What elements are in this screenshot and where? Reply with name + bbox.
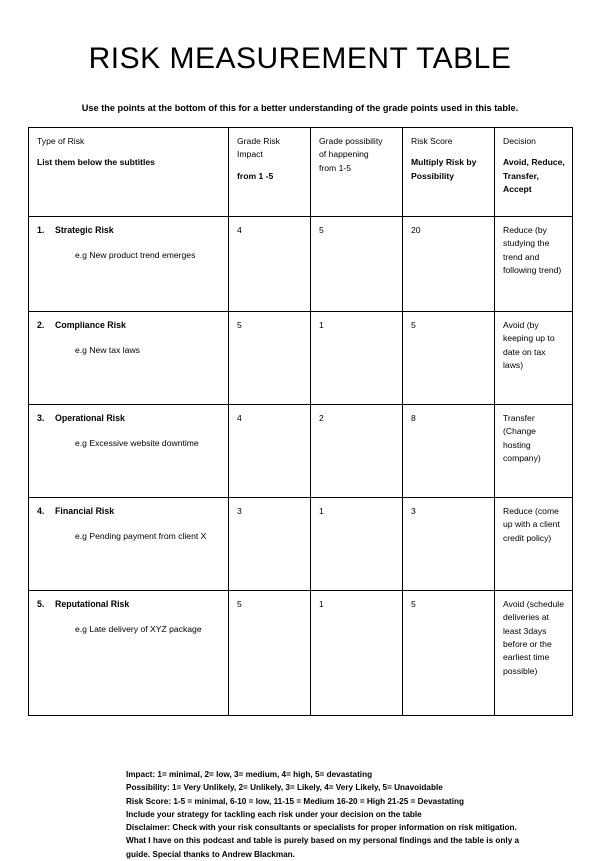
risk-label: Financial Risk: [55, 506, 115, 516]
row-decision: Reduce (by studying the trend and following trend): [495, 217, 573, 312]
table-body: [29, 217, 573, 716]
risk-example: e.g New tax laws: [75, 344, 140, 355]
row-score: 5: [403, 312, 495, 405]
risk-number: 4.: [37, 506, 45, 516]
risk-label: Reputational Risk: [55, 599, 130, 609]
row-possibility: 1: [311, 591, 403, 716]
header-decision-options-1: Avoid, Reduce,: [503, 157, 565, 168]
risk-example: e.g Late delivery of XYZ package: [75, 623, 202, 634]
row-risk-type: [29, 498, 229, 591]
header-possibility-range: from 1-5: [319, 162, 351, 173]
row-risk-type: [29, 217, 229, 312]
header-list-subtitles: List them below the subtitles: [37, 157, 155, 168]
table-row: [29, 217, 573, 312]
page-title: RISK MEASUREMENT TABLE: [88, 42, 512, 75]
table-row: [29, 405, 573, 498]
risk-name: [37, 224, 221, 238]
risk-measurement-table: [28, 127, 573, 716]
footnote-disclaimer-2: What I have on this podcast and table is purely based on my personal findings and the table is only a: [126, 836, 520, 846]
footnote-disclaimer: Disclaimer: Check with your risk consultants or specialists for proper information on risk mitigation.: [126, 823, 517, 833]
risk-label: Operational Risk: [55, 413, 125, 423]
header-grade-risk: Grade Risk: [237, 136, 280, 146]
header-impact-range: from 1 -5: [237, 170, 274, 181]
row-score: 3: [403, 498, 495, 591]
row-impact: 3: [229, 498, 311, 591]
header-cell-grade-possibility: [311, 128, 403, 217]
risk-name: [37, 598, 221, 612]
header-grade-possibility: Grade possibility: [319, 136, 383, 146]
footnote-risk-score: Risk Score: 1-5 = minimal, 6-10 = low, 11-15 = Medium 16-20 = High 21-25 = Devastating: [126, 796, 465, 806]
header-impact: Impact: [237, 149, 263, 160]
footnote-strategy: Include your strategy for tackling each risk under your decision on the table: [126, 809, 422, 819]
header-spacer: [411, 148, 487, 156]
table-row: [29, 312, 573, 405]
row-possibility: 5: [311, 217, 403, 312]
table-row: [29, 498, 573, 591]
row-possibility: 1: [311, 498, 403, 591]
risk-label: Compliance Risk: [55, 320, 126, 330]
row-impact: 5: [229, 312, 311, 405]
header-decision-options-2: Transfer,: [503, 170, 539, 181]
risk-example: e.g New product trend emerges: [75, 249, 196, 260]
row-score: 5: [403, 591, 495, 716]
header-decision: Decision: [503, 136, 536, 146]
row-possibility: 1: [311, 312, 403, 405]
risk-number: 1.: [37, 225, 45, 235]
header-cell-grade-risk-impact: [229, 128, 311, 217]
footnote-credits: guide. Special thanks to Andrew Blackman.: [126, 849, 295, 859]
row-risk-type: [29, 405, 229, 498]
header-possibility: Possibility: [411, 170, 454, 181]
risk-example: e.g Excessive website downtime: [75, 437, 199, 448]
header-cell-risk-score: [403, 128, 495, 217]
table-header: [29, 128, 573, 217]
row-possibility: 2: [311, 405, 403, 498]
header-type-of-risk: Type of Risk: [37, 136, 85, 146]
row-impact: 5: [229, 591, 311, 716]
risk-number: 3.: [37, 413, 45, 423]
header-cell-decision: [495, 128, 573, 217]
row-impact: 4: [229, 217, 311, 312]
risk-example: e.g Pending payment from client X: [75, 530, 207, 541]
header-cell-type-of-risk: [29, 128, 229, 217]
risk-name: [37, 412, 221, 426]
table-row: [29, 591, 573, 716]
footnote-possibility: Possibility: 1= Very Unlikely, 2= Unlikely, 3= Likely, 4= Very Likely, 5= Unavoidable: [126, 783, 443, 793]
risk-name: [37, 505, 221, 519]
header-spacer: [37, 148, 221, 156]
row-decision: Transfer (Change hosting company): [495, 405, 573, 498]
risk-label: Strategic Risk: [55, 225, 114, 235]
risk-name: [37, 319, 221, 333]
page-subtitle: Use the points at the bottom of this for a better understanding of the grade points used in this table.: [81, 103, 519, 113]
row-decision: Avoid (schedule deliveries at least 3days before or the earliest time possible): [495, 591, 573, 716]
header-multiply-risk: Multiply Risk by: [411, 157, 477, 168]
row-score: 20: [403, 217, 495, 312]
row-risk-type: [29, 312, 229, 405]
risk-number: 5.: [37, 599, 45, 609]
header-spacer: [503, 148, 565, 156]
header-risk-score: Risk Score: [411, 136, 453, 146]
footnote-impact: Impact: 1= minimal, 2= low, 3= medium, 4= high, 5= devastating: [126, 770, 373, 779]
header-of-happening: of happening: [319, 149, 369, 160]
table-header-row: [29, 128, 573, 217]
row-impact: 4: [229, 405, 311, 498]
risk-number: 2.: [37, 320, 45, 330]
header-spacer: [237, 162, 303, 170]
footnotes: [28, 768, 572, 861]
header-decision-options-3: Accept: [503, 183, 532, 194]
row-score: 8: [403, 405, 495, 498]
row-risk-type: [29, 591, 229, 716]
row-decision: Reduce (come up with a client credit policy): [495, 498, 573, 591]
row-decision: Avoid (by keeping up to date on tax laws): [495, 312, 573, 405]
